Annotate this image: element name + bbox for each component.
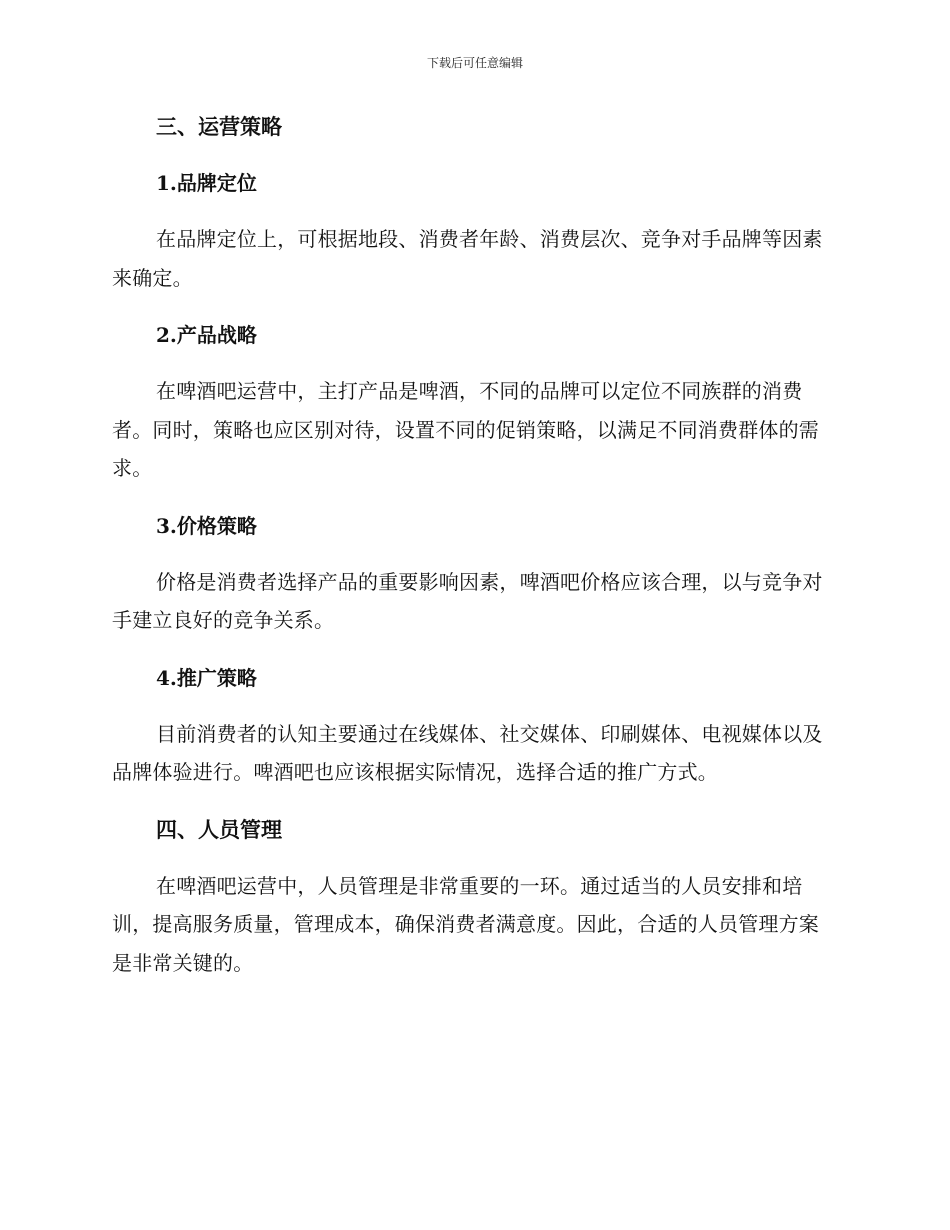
subheading-promotion-strategy: 4.推广策略 — [156, 665, 257, 690]
subheading-price-strategy: 3.价格策略 — [156, 513, 257, 538]
subheading-brand-positioning: 1.品牌定位 — [156, 171, 257, 195]
section-heading-staff-management: 四、人员管理 — [156, 816, 282, 842]
paragraph-product-strategy: 在啤酒吧运营中，主打产品是啤酒，不同的品牌可以定位不同族群的消费者。同时，策略也应区别对待，设置不同的促销策略，以满足不同消费群体的需求。 — [112, 379, 819, 480]
paragraph-promotion-strategy: 目前消费者的认知主要通过在线媒体、社交媒体、印刷媒体、电视媒体以及品牌体验进行。啤酒吧也应该根据实际情况，选择合适的推广方式。 — [112, 721, 823, 784]
paragraph-brand-positioning: 在品牌定位上，可根据地段、消费者年龄、消费层次、竞争对手品牌等因素来确定。 — [112, 227, 823, 290]
subheading-product-strategy: 2.产品战略 — [156, 323, 257, 347]
paragraph-staff-management: 在啤酒吧运营中，人员管理是非常重要的一环。通过适当的人员安排和培训，提高服务质量，管理成本，确保消费者满意度。因此，合适的人员管理方案是非常关键的。 — [112, 873, 819, 975]
section-heading-operations: 三、运营策略 — [156, 114, 282, 139]
header-note: 下载后可任意编辑 — [426, 56, 523, 70]
paragraph-price-strategy: 价格是消费者选择产品的重要影响因素，啤酒吧价格应该合理，以与竞争对手建立良好的竞争关系。 — [112, 569, 823, 632]
document-body — [112, 108, 832, 982]
